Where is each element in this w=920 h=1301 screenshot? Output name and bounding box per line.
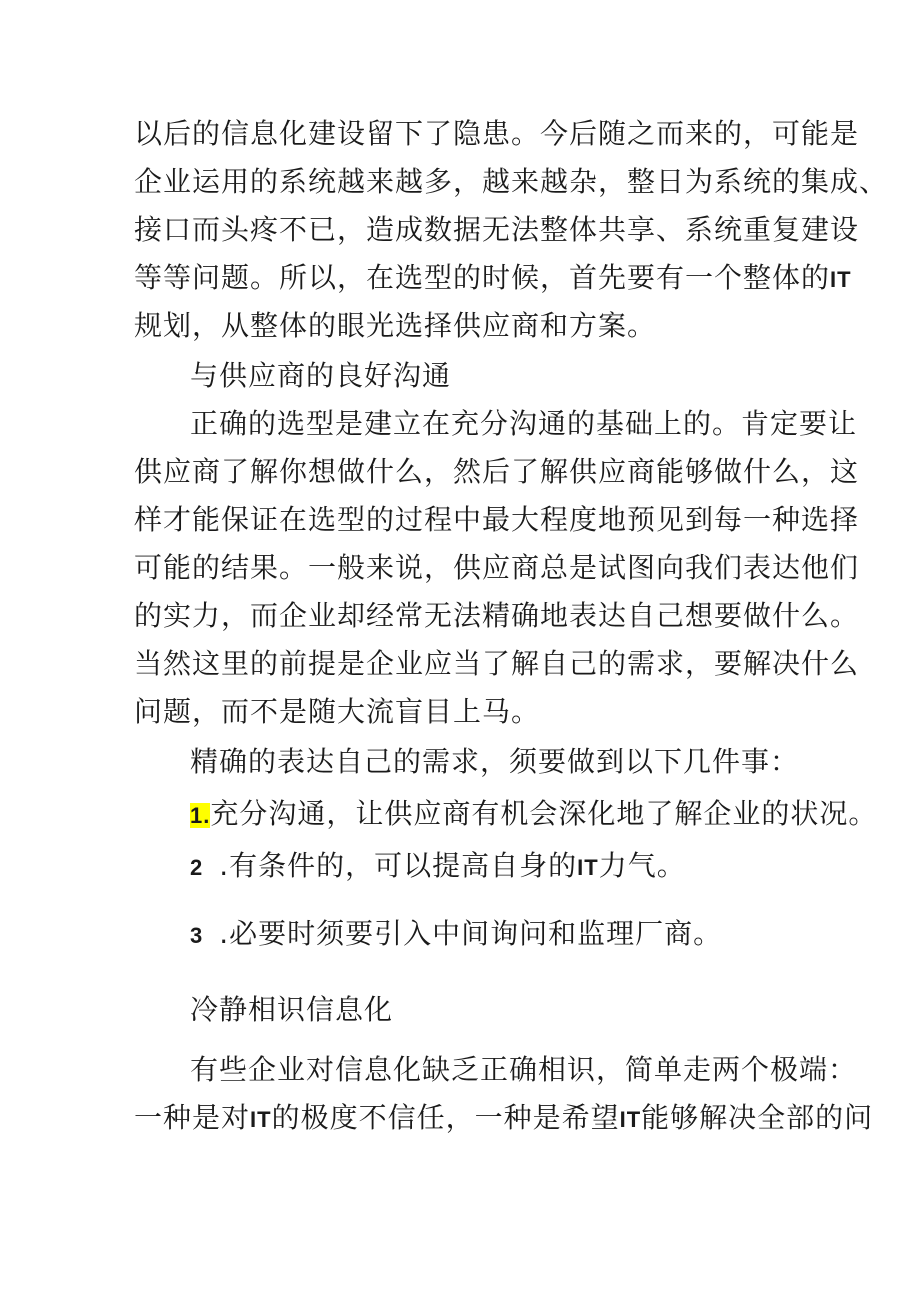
paragraph1-line1: 以后的信息化建设留下了隐患。今后随之而来的，可能是	[134, 117, 860, 150]
list-item-2-text: .有条件的，可以提高自身的	[219, 849, 578, 882]
list-item-3-text: .必要时须要引入中间询问和监理厂商。	[219, 917, 723, 950]
list-item-2-tail: 力气。	[598, 849, 686, 882]
paragraph3-line2-c: 能够解决全部的问	[641, 1101, 874, 1134]
paragraph1-line4	[134, 258, 852, 300]
section-heading-informatization: 冷静相识信息化	[190, 993, 394, 1026]
paragraph1-line3: 接口而头疼不已，造成数据无法整体共享、系统重复建设	[134, 213, 860, 246]
list-number-1: 1.	[190, 803, 211, 828]
list-intro: 精确的表达自己的需求，须要做到以下几件事：	[190, 745, 800, 778]
list-item-2	[190, 846, 686, 888]
paragraph3-line2	[134, 1098, 873, 1140]
paragraph1-line4-text: 等等问题。所以，在选型的时候，首先要有一个整体的	[134, 261, 831, 294]
list-number-3: 3	[190, 923, 204, 948]
list-number-2: 2	[190, 855, 204, 880]
it-term: IT	[619, 1107, 642, 1132]
section-heading-supplier: 与供应商的良好沟通	[190, 359, 452, 392]
paragraph3-line2-a: 一种是对	[134, 1101, 251, 1134]
list-item-1-text: 充分沟通，让供应商有机会深化地了解企业的状况。	[210, 797, 878, 830]
paragraph2-line6: 当然这里的前提是企业应当了解自己的需求，要解决什么	[134, 647, 860, 680]
paragraph1-line2: 企业运用的系统越来越多，越来越杂，整日为系统的集成、	[134, 165, 889, 198]
paragraph2-line1: 正确的选型是建立在充分沟通的基础上的。肯定要让	[190, 407, 858, 440]
it-term: IT	[577, 855, 599, 880]
it-term: IT	[250, 1107, 272, 1132]
paragraph2-line4: 可能的结果。一般来说，供应商总是试图向我们表达他们	[134, 551, 860, 584]
paragraph2-line2: 供应商了解你想做什么，然后了解供应商能够做什么，这	[134, 455, 860, 488]
paragraph1-line5: 规划，从整体的眼光选择供应商和方案。	[134, 309, 657, 342]
paragraph2-line7: 问题，而不是随大流盲目上马。	[134, 695, 541, 728]
paragraph3-line1: 有些企业对信息化缺乏正确相识，简单走两个极端：	[190, 1053, 858, 1086]
list-item-1	[190, 794, 877, 836]
paragraph2-line5: 的实力，而企业却经常无法精确地表达自己想要做什么。	[134, 599, 860, 632]
paragraph2-line3: 样才能保证在选型的过程中最大程度地预见到每一种选择	[134, 503, 860, 536]
it-term: IT	[830, 267, 852, 292]
list-item-3	[190, 914, 722, 956]
paragraph3-line2-b: 的极度不信任，一种是希望	[271, 1101, 620, 1134]
